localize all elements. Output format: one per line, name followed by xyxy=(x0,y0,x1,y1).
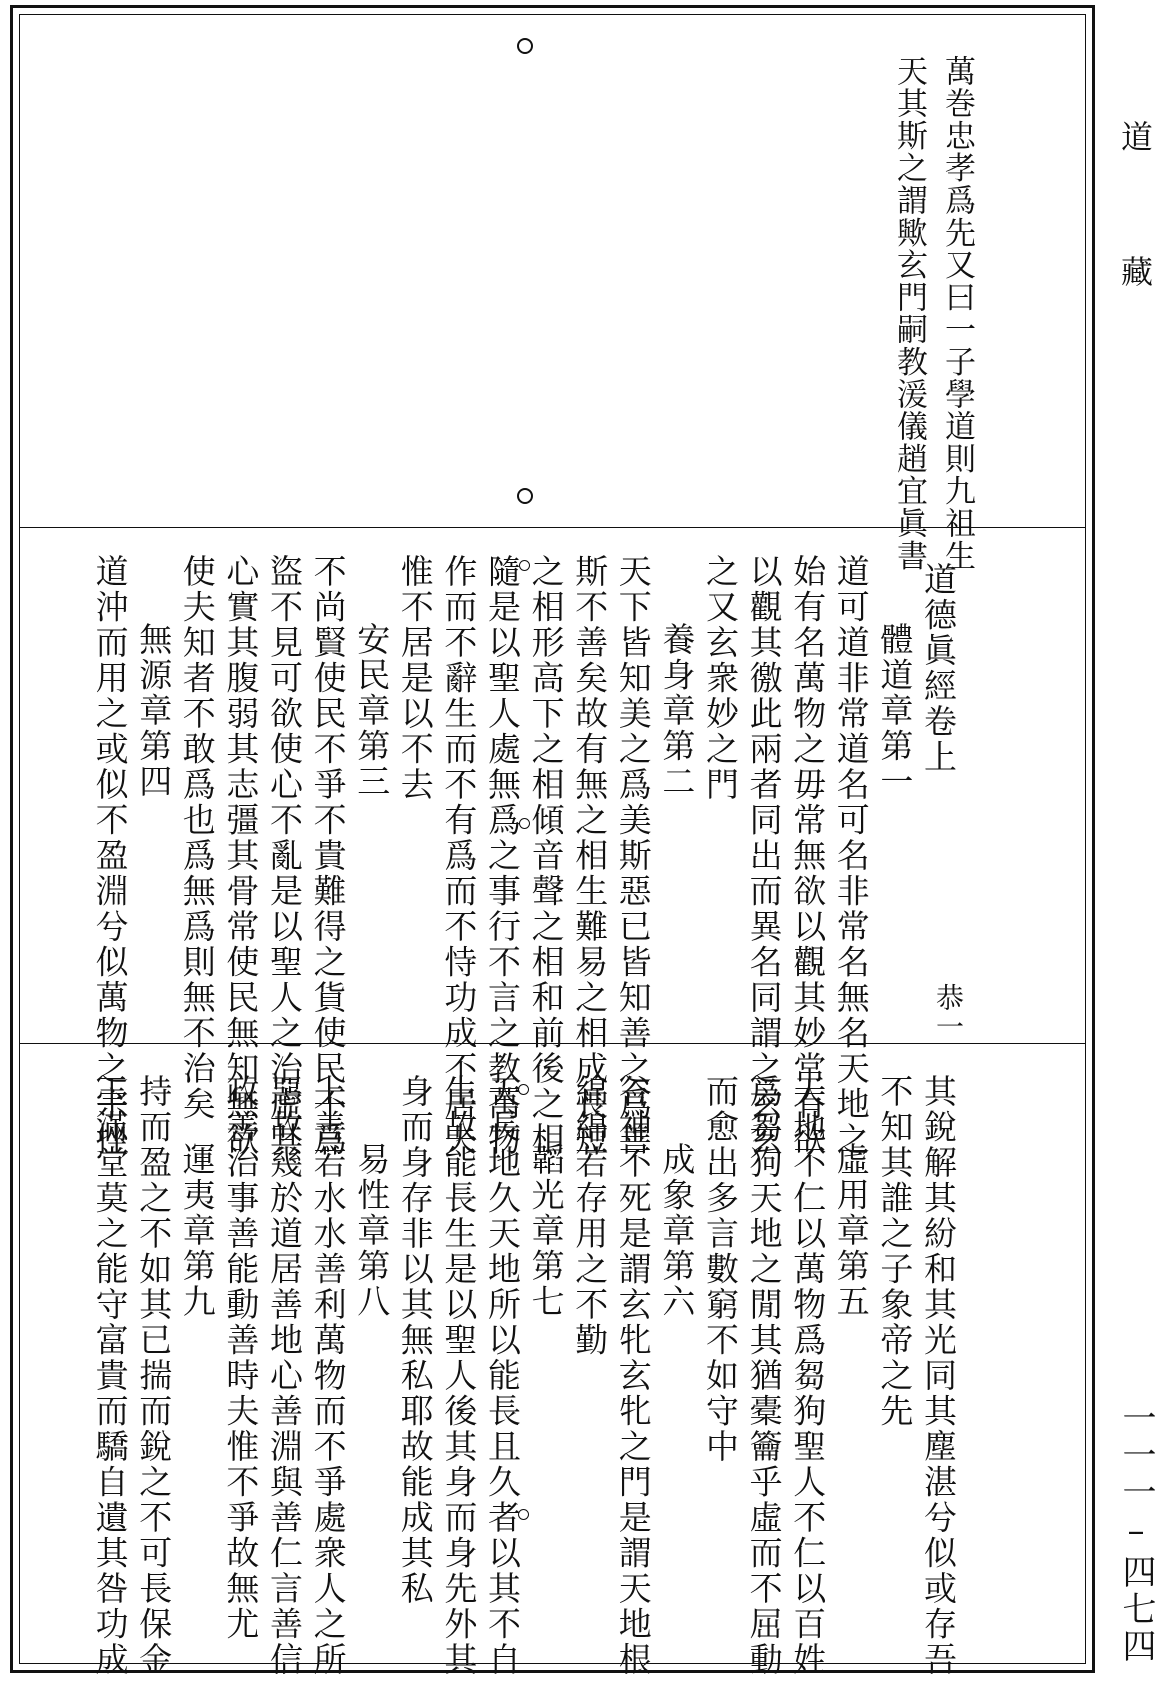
text-column: 不知其誰之子象帝之先 xyxy=(875,1074,915,1429)
chapter-heading: 養身章第二 xyxy=(657,622,697,800)
binding-hole-bottom xyxy=(517,488,533,504)
text-column: 惟不居是以不去 xyxy=(395,554,435,803)
text-column: 之又玄衆妙之門 xyxy=(701,554,740,803)
text-column: 爲芻狗天地之閒其猶橐籥乎虛而不屈動 xyxy=(744,1074,784,1678)
collection-title-char: 道 xyxy=(1116,120,1154,152)
text-column: 綿綿若存用之不勤 xyxy=(570,1074,610,1358)
page-mark: 恭一 xyxy=(932,983,965,1041)
text-column: 上善若水水善利萬物而不爭處衆人之所 xyxy=(308,1074,348,1678)
chapter-heading: 體道章第一 xyxy=(875,622,915,800)
text-column: 天其斯之謂歟玄門嗣教湲儀趙宜眞書 xyxy=(891,55,927,572)
text-column: 以觀其徼此兩者同出而異名同謂之玄玄 xyxy=(744,554,784,1158)
panel-top xyxy=(20,15,1085,572)
text-column: 斯不善矣故有無之相生難易之相成長短 xyxy=(570,554,610,1158)
text-column: 天下皆知美之爲美斯惡已皆知善之爲善 xyxy=(613,554,653,1158)
collection-title-char: 藏 xyxy=(1116,255,1154,287)
text-column: 其銳解其紛和其光同其塵湛兮似或存吾 xyxy=(919,1074,958,1678)
text-column: 盜不見可欲使心不亂是以聖人之治虛其 xyxy=(265,554,304,1158)
text-column: 道可道非常道名可名非常名無名天地之 xyxy=(831,554,871,1158)
chapter-heading: 無源章第四 xyxy=(134,622,174,800)
chapter-heading: 韜光章第七 xyxy=(526,1142,566,1320)
chapter-heading: 虛用章第五 xyxy=(831,1142,871,1320)
text-column: 萬巻忠孝爲先又曰一子學道則九祖生 xyxy=(939,55,975,572)
page-frame xyxy=(10,5,1095,1678)
chapter-heading: 成象章第六 xyxy=(657,1142,697,1320)
page-number: 一一一–四七四 xyxy=(1116,1400,1156,1665)
text-column: 作而不辭生而不有爲而不恃功成不居夫 xyxy=(439,554,479,1158)
binding-hole-top xyxy=(517,38,533,54)
chapter-heading: 運夷章第九 xyxy=(177,1142,217,1320)
circle-mark xyxy=(519,818,530,829)
chapter-heading: 安民章第三 xyxy=(352,622,392,800)
circle-mark xyxy=(518,1509,529,1520)
page-inner-frame xyxy=(19,14,1086,1678)
text-column: 政善治事善能動善時夫惟不爭故無尤 xyxy=(221,1074,261,1642)
text-column: 生故能長生是以聖人後其身而身先外其 xyxy=(439,1074,479,1678)
text-column: 天長地久天地所以能長且久者以其不自 xyxy=(483,1074,522,1678)
text-column: 玉滿堂莫之能守富貴而驕自遺其咎功成 xyxy=(90,1074,130,1678)
text-column: 始有名萬物之毋常無欲以觀其妙常有欲 xyxy=(788,554,828,1158)
text-column: 隨是以聖人處無爲之事行不言之教萬物 xyxy=(483,554,522,1158)
text-column: 道沖而用之或似不盈淵兮似萬物之宗挫 xyxy=(90,554,130,1158)
text-column: 不尚賢使民不爭不貴難得之貨使民不爲 xyxy=(308,554,348,1158)
text-column: 天地不仁以萬物爲芻狗聖人不仁以百姓 xyxy=(788,1074,828,1678)
text-column: 而愈出多言數窮不如守中 xyxy=(701,1074,740,1465)
text-column: 谷神不死是謂玄牝玄牝之門是謂天地根 xyxy=(613,1074,653,1678)
text-column: 惡故幾於道居善地心善淵與善仁言善信 xyxy=(265,1074,304,1678)
text-column: 持而盈之不如其已揣而銳之不可長保金 xyxy=(134,1074,174,1678)
chapter-heading: 易性章第八 xyxy=(352,1142,392,1320)
circle-mark xyxy=(519,560,530,571)
circle-mark xyxy=(518,1084,529,1095)
text-column: 之相形高下之相傾音聲之相和前後之相 xyxy=(526,554,566,1158)
panel-middle xyxy=(20,528,1085,1158)
panel-bottom xyxy=(20,1044,1085,1678)
text-column: 使夫知者不敢爲也爲無爲則無不治矣 xyxy=(177,554,217,1122)
text-column: 身而身存非以其無私耶故能成其私 xyxy=(395,1074,435,1607)
scroll-title: 道德眞經卷上 xyxy=(919,562,958,775)
text-column: 心實其腹弱其志彊其骨常使民無知無欲 xyxy=(221,554,261,1158)
